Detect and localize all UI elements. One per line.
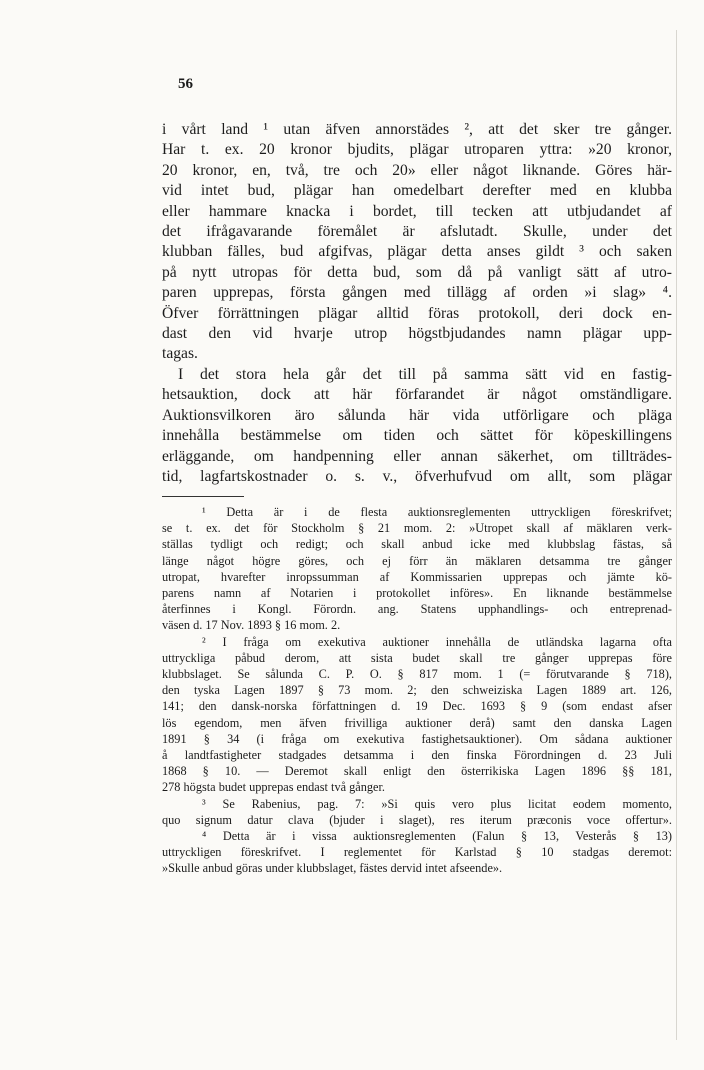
- footnote-line: utropat, hvarefter inropssumman af Kommissarien upprepas och jämte kö-: [162, 569, 672, 584]
- text-line: innehålla bestämmelse om tiden och sättet för köpeskillingens: [162, 427, 672, 445]
- text-line: klubban fälles, bud afgifvas, plägar detta anses gildt ³ och saken: [162, 243, 672, 261]
- text-line: 20 kronor, en, två, tre och 20» eller något liknande. Göres här-: [162, 161, 672, 179]
- footnote-line: 1868 § 10. — Deremot skall enligt den österrikiska Lagen 1896 §§ 181,: [162, 764, 672, 779]
- footnote-line: länge något högre göres, och ej förr än mäklaren detsamma tre gånger: [162, 553, 672, 568]
- text-line: i vårt land ¹ utan äfven annorstädes ², att det sker tre gånger.: [162, 121, 672, 138]
- footnote-line: väsen d. 17 Nov. 1893 § 16 mom. 2.: [162, 618, 341, 633]
- text-line: erläggande, om handpenning eller annan säkerhet, om tillträdes-: [162, 447, 672, 465]
- footnote-line: uttryckliga påbud derom, att sista budet skall tre gånger upprepas före: [162, 650, 672, 665]
- text-line: eller hammare knacka i bordet, till tecken att utbjudandet af: [162, 202, 672, 220]
- main-text: [162, 120, 672, 487]
- footnote-line: ¹ Detta är i de flesta auktionsreglementen uttryckligen föreskrifvet;: [202, 505, 672, 519]
- text-line: tid, lagfartskostnader o. s. v., öfverhufvud om allt, som plägar: [162, 467, 672, 485]
- footnote-line: »Skulle anbud göras under klubbslaget, fästes dervid intet afseende».: [162, 861, 503, 876]
- footnote-line: 141; den dansk-norska författningen d. 19 Dec. 1693 § 9 (som endast afser: [162, 699, 672, 714]
- footnote-line: ställas tydligt och redigt; och skall anbud icke med klubbslag fästas, så: [162, 537, 672, 552]
- footnote-line: ² I fråga om exekutiva auktioner innehålla de utländska lagarna ofta: [202, 634, 672, 649]
- text-line: Har t. ex. 20 kronor bjudits, plägar utroparen yttra: »20 kronor,: [162, 141, 672, 159]
- footnote-line: se t. ex. det för Stockholm § 21 mom. 2: »Utropet skall af mäklaren verk-: [162, 521, 672, 536]
- footnote-line: å landtfastigheter stadgades detsamma i den finska Förordningen d. 23 Juli: [162, 748, 672, 763]
- footnote-line: ³ Se Rabenius, pag. 7: »Si quis vero plus licitat eodem momento,: [202, 796, 672, 811]
- text-line: hetsauktion, dock att här förfarandet är något omständligare.: [162, 386, 672, 404]
- text-line: på nytt utropas för detta bud, som då på vanligt sätt af utro-: [162, 263, 672, 281]
- footnote-line: 1891 § 34 (i fråga om exekutiva fastighetsauktioner). Om sådana auktioner: [162, 731, 672, 746]
- footnote-line: parens namn af Notarien i protokollet införes». En liknande bestämmelse: [162, 586, 672, 601]
- text-line: det ifrågavarande föremålet är afslutadt. Skulle, under det: [162, 223, 672, 241]
- text-line: tagas.: [162, 345, 198, 363]
- text-line: I det stora hela går det till på samma sätt vid en fastig-: [178, 365, 672, 383]
- text-line: dast den vid hvarje utrop högstbjudandes namn plägar upp-: [162, 325, 672, 343]
- text-line: Auktionsvilkoren äro sålunda här vida utförligare och pläga: [162, 406, 672, 424]
- footnote-line: uttryckligen föreskrifvet. I reglementet för Karlstad § 10 stadgas deremot:: [162, 845, 672, 860]
- footnote-line: ⁴ Detta är i vissa auktionsreglementen (Falun § 13, Vesterås § 13): [202, 829, 672, 844]
- footnote-line: klubbslaget. Se sålunda C. P. O. § 817 mom. 1 (= förutvarande § 718),: [162, 667, 672, 682]
- footnote-line: återfinnes i Kongl. Förordn. ang. Statens upphandlings- och entreprenad-: [162, 602, 672, 617]
- footnotes: [162, 504, 672, 877]
- page-edge-line: [676, 30, 677, 1040]
- text-line: vid intet bud, plägar han omedelbart derefter med en klubba: [162, 182, 672, 200]
- text-line: Öfver förrättningen plägar alltid föras protokoll, deri dock en-: [162, 304, 672, 322]
- footnote-line: lös egendom, men äfven frivilliga auktioner derå) samt den danska Lagen: [162, 715, 672, 730]
- page-number: 56: [178, 76, 193, 92]
- text-line: paren upprepas, första gången med tillägg af orden »i slag» ⁴.: [162, 284, 672, 302]
- footnote-line: 278 högsta budet upprepas endast två gånger.: [162, 780, 385, 795]
- footnote-line: den tyska Lagen 1897 § 73 mom. 2; den schweiziska Lagen 1889 art. 126,: [162, 683, 672, 698]
- footnote-line: quo signum datur clava (bjuder i slaget), res iterum præconis voce offertur».: [162, 812, 672, 827]
- footnote-separator: [162, 496, 244, 497]
